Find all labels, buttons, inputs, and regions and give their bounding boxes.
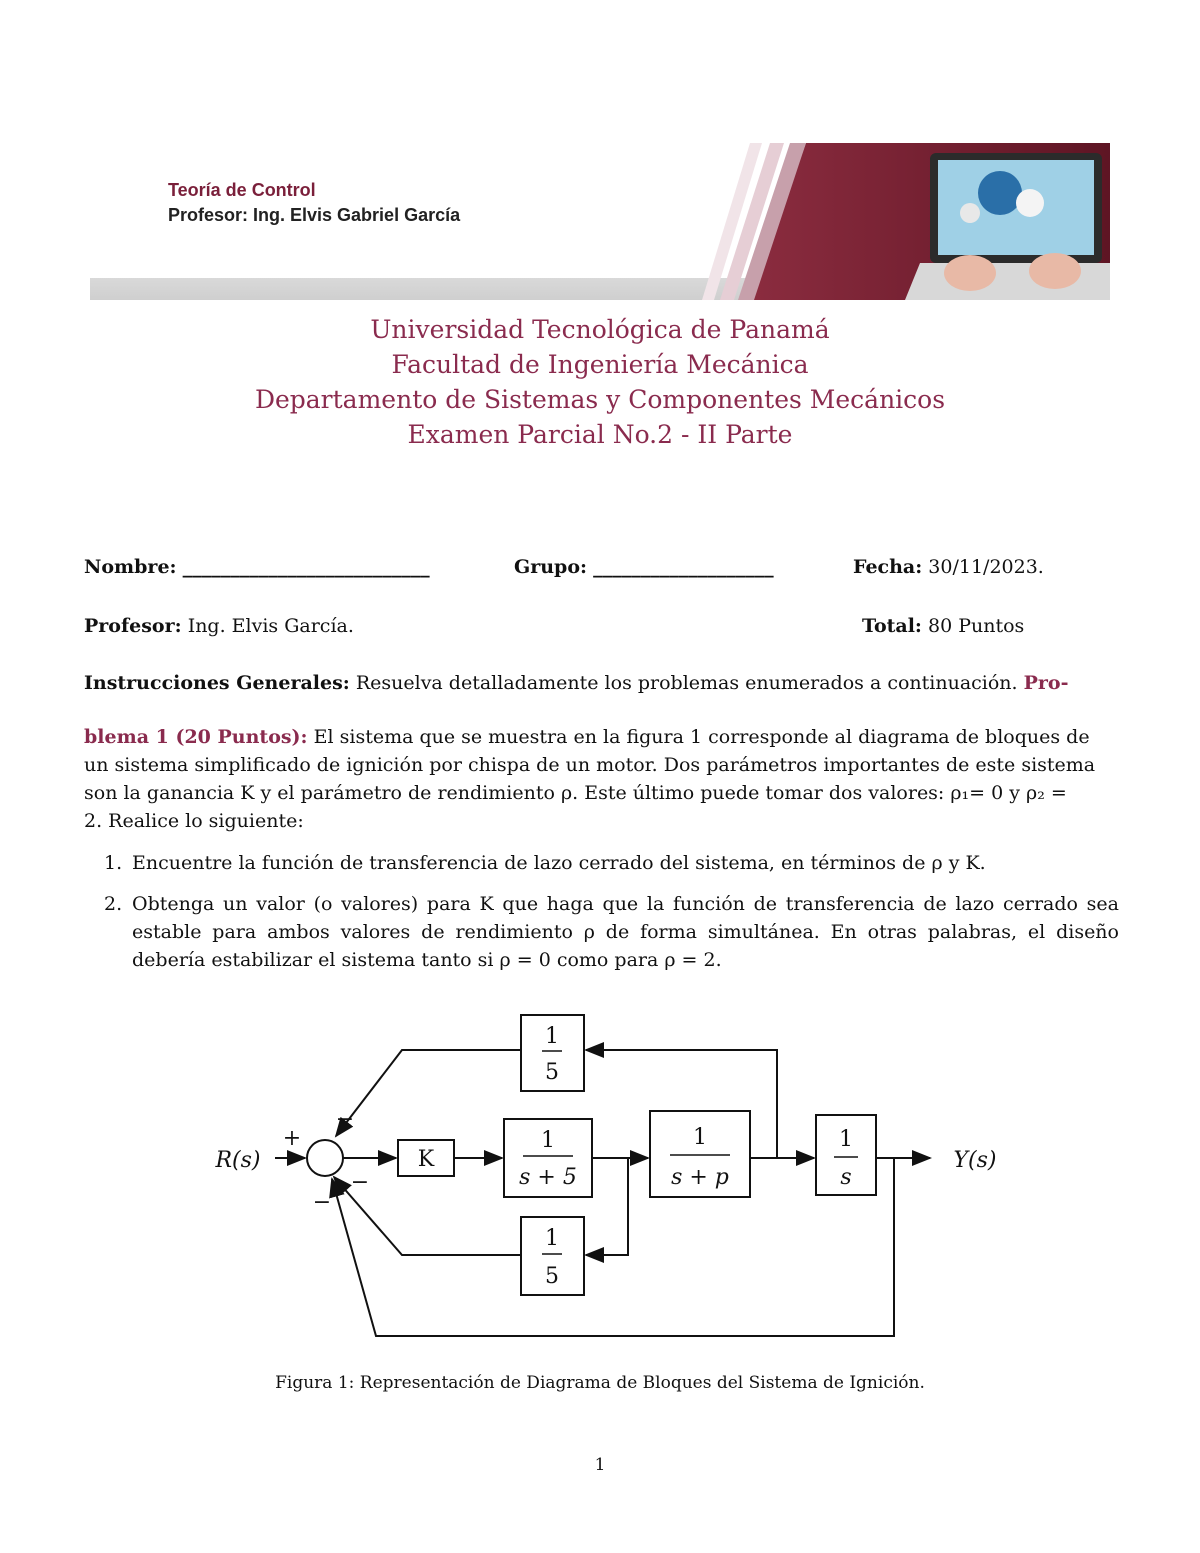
block-diagram bbox=[180, 1005, 1020, 1350]
nombre-blank: __________________________ bbox=[182, 556, 430, 578]
summing-junction bbox=[307, 1140, 343, 1176]
grupo-field bbox=[514, 556, 774, 578]
input-label: R(s) bbox=[215, 1148, 261, 1173]
output-label: Y(s) bbox=[953, 1148, 997, 1173]
profesor-value: Ing. Elvis García. bbox=[187, 615, 354, 637]
nombre-field bbox=[84, 556, 430, 578]
problem1-line1-text: El sistema que se muestra en la figura 1 corresponde al diagrama de bloques de bbox=[313, 726, 1090, 748]
total-value: 80 Puntos bbox=[928, 615, 1025, 637]
page-number: 1 bbox=[594, 1455, 606, 1475]
university-title: Universidad Tecnológica de Panamá bbox=[370, 315, 830, 344]
grupo-blank: ___________________ bbox=[593, 556, 774, 578]
block2-numerator: 1 bbox=[541, 1128, 555, 1153]
problem1-line3: son la ganancia K y el parámetro de rendimiento ρ. Este último puede tomar dos valores: ρ₁= 0 y ρ₂ = bbox=[84, 782, 1067, 804]
fecha-field bbox=[853, 556, 1044, 578]
department-title: Departamento de Sistemas y Componentes Mecánicos bbox=[254, 385, 946, 414]
top-feedback-numerator: 1 bbox=[545, 1024, 559, 1049]
fecha-label: Fecha: bbox=[853, 556, 923, 578]
plus-sign: + bbox=[282, 1126, 302, 1151]
block4-denominator: s bbox=[840, 1165, 852, 1190]
item-text: Obtenga un valor (o valores) para K que haga que la función de transferencia de lazo cerrado sea estable para ambos valores de rendimiento ρ de forma simultánea. En otras palabras, el diseño debería estabilizar el sistema tanto si ρ = 0 como para ρ = 2. bbox=[132, 893, 1119, 971]
gain-label: K bbox=[417, 1147, 435, 1172]
problem1-heading: blema 1 (20 Puntos): bbox=[84, 726, 308, 748]
total-label: Total: bbox=[862, 615, 922, 637]
problem1-item bbox=[104, 890, 1119, 974]
minus-sign-middle: − bbox=[350, 1170, 370, 1195]
problem1-item bbox=[104, 849, 1119, 877]
top-feedback-denominator: 5 bbox=[545, 1060, 559, 1085]
fecha-value: 30/11/2023. bbox=[928, 556, 1044, 578]
faculty-title: Facultad de Ingeniería Mecánica bbox=[391, 350, 809, 379]
course-title: Teoría de Control bbox=[168, 180, 316, 200]
instructions bbox=[84, 672, 1068, 694]
institution-titles bbox=[0, 312, 1200, 452]
item-number: 1. bbox=[104, 852, 123, 874]
item-number: 2. bbox=[104, 893, 123, 915]
item-text: Encuentre la función de transferencia de lazo cerrado del sistema, en términos de ρ y K. bbox=[132, 852, 986, 874]
total-field bbox=[862, 615, 1024, 637]
bottom-feedback-denominator: 5 bbox=[545, 1264, 559, 1289]
block4-numerator: 1 bbox=[839, 1127, 853, 1152]
nombre-label: Nombre: bbox=[84, 556, 177, 578]
minus-sign-bottom: − bbox=[312, 1190, 332, 1215]
problem1-line2: un sistema simplificado de ignición por chispa de un motor. Dos parámetros importantes de este sistema bbox=[84, 754, 1096, 776]
profesor-field bbox=[84, 615, 354, 637]
grupo-label: Grupo: bbox=[514, 556, 588, 578]
block3-numerator: 1 bbox=[693, 1125, 707, 1150]
problem1-line4: 2. Realice lo siguiente: bbox=[84, 810, 304, 832]
profesor-label: Profesor: bbox=[84, 615, 182, 637]
figure-caption: Figura 1: Representación de Diagrama de Bloques del Sistema de Ignición. bbox=[275, 1373, 925, 1393]
block2-denominator: s + 5 bbox=[519, 1165, 577, 1190]
instructions-label: Instrucciones Generales: bbox=[84, 672, 350, 694]
problem1-line1 bbox=[84, 726, 1090, 748]
bottom-feedback-numerator: 1 bbox=[545, 1226, 559, 1251]
exam-title: Examen Parcial No.2 - II Parte bbox=[407, 420, 793, 449]
minus-sign-top: − bbox=[335, 1107, 355, 1132]
block3-denominator: s + p bbox=[671, 1165, 729, 1190]
instructions-text: Resuelva detalladamente los problemas enumerados a continuación. bbox=[355, 672, 1018, 694]
course-professor: Profesor: Ing. Elvis Gabriel García bbox=[168, 205, 461, 225]
problem-heading-start: Pro- bbox=[1023, 672, 1069, 694]
